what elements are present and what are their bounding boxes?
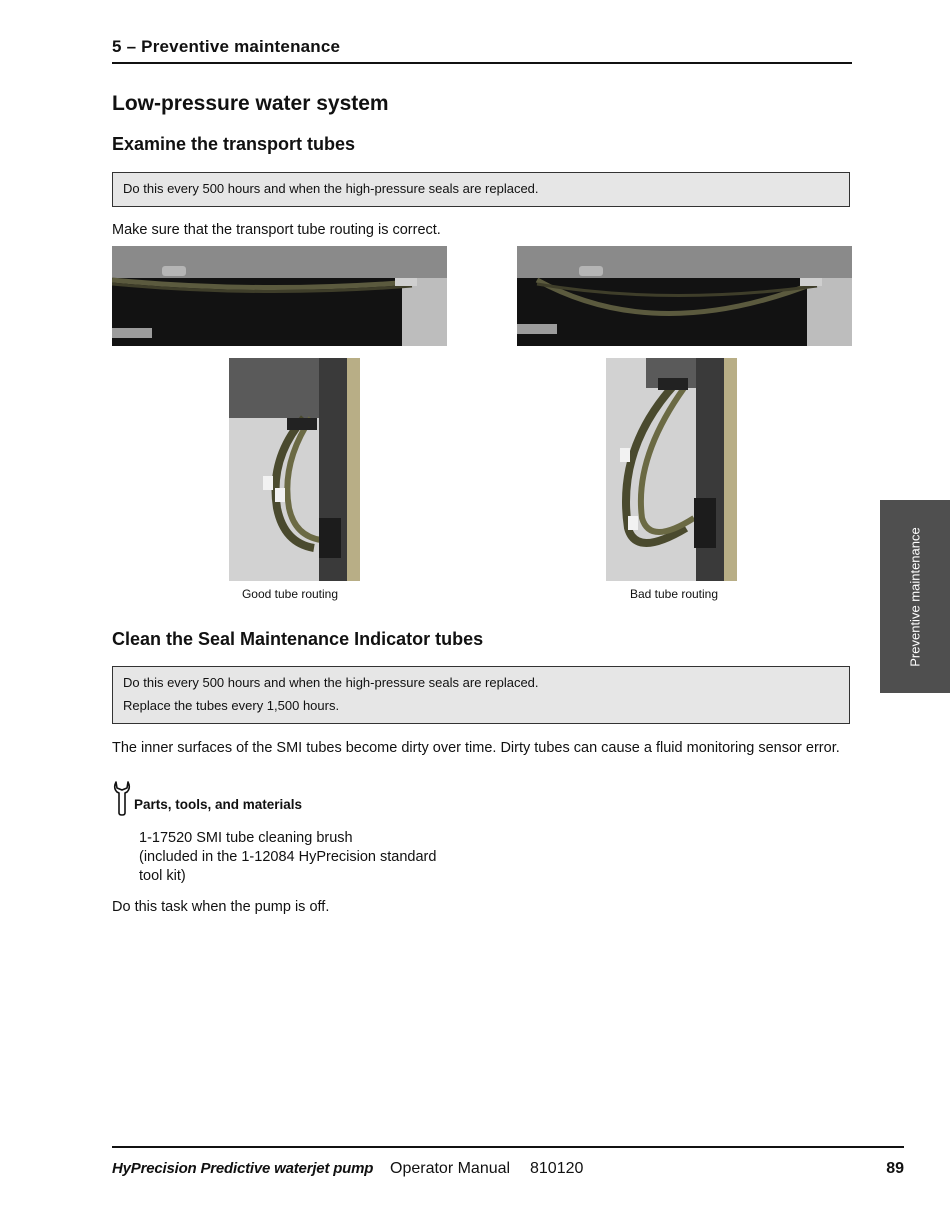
tools-list xyxy=(139,829,436,886)
tools-line: tool kit) xyxy=(139,868,186,884)
good-routing-photo-bottom xyxy=(229,358,360,581)
bad-routing-photo-top xyxy=(517,246,852,346)
smi-tubes-description: The inner surfaces of the SMI tubes become dirty over time. Dirty tubes can cause a fluid monitoring sensor error. xyxy=(112,740,840,756)
transport-tubes-instruction: Make sure that the transport tube routing is correct. xyxy=(112,222,441,238)
side-tab[interactable] xyxy=(880,500,950,693)
good-routing-caption: Good tube routing xyxy=(241,587,339,601)
section-title: Low-pressure water system xyxy=(112,92,389,115)
footer-divider xyxy=(112,1146,904,1148)
bad-routing-caption: Bad tube routing xyxy=(629,587,719,601)
tools-line: 1-17520 SMI tube cleaning brush xyxy=(139,830,353,846)
notice-text: Do this every 500 hours and when the high-pressure seals are replaced. xyxy=(123,181,539,196)
tools-title: Parts, tools, and materials xyxy=(134,797,303,812)
notice-line: Replace the tubes every 1,500 hours. xyxy=(123,698,340,713)
side-tab-label: Preventive maintenance xyxy=(907,526,923,667)
bad-routing-photo-bottom xyxy=(606,358,737,581)
wrench-icon xyxy=(112,780,132,821)
chapter-title: 5 – Preventive maintenance xyxy=(112,37,341,56)
transport-tubes-heading: Examine the transport tubes xyxy=(112,134,356,154)
page-number: 89 xyxy=(886,1160,904,1177)
good-routing-photo-top xyxy=(112,246,447,346)
transport-tubes-notice xyxy=(112,172,850,207)
closing-instruction: Do this task when the pump is off. xyxy=(112,899,330,915)
smi-tubes-heading: Clean the Seal Maintenance Indicator tubes xyxy=(112,629,484,649)
footer-doc-number: 810120 xyxy=(530,1160,584,1177)
footer-product: HyPrecision Predictive waterjet pump xyxy=(112,1160,374,1177)
chapter-header xyxy=(112,36,852,64)
smi-tubes-notice xyxy=(112,666,850,724)
footer-manual: Operator Manual xyxy=(390,1160,511,1177)
notice-line: Do this every 500 hours and when the high-pressure seals are replaced. xyxy=(123,675,539,690)
tools-line: (included in the 1-12084 HyPrecision standard xyxy=(139,849,437,865)
